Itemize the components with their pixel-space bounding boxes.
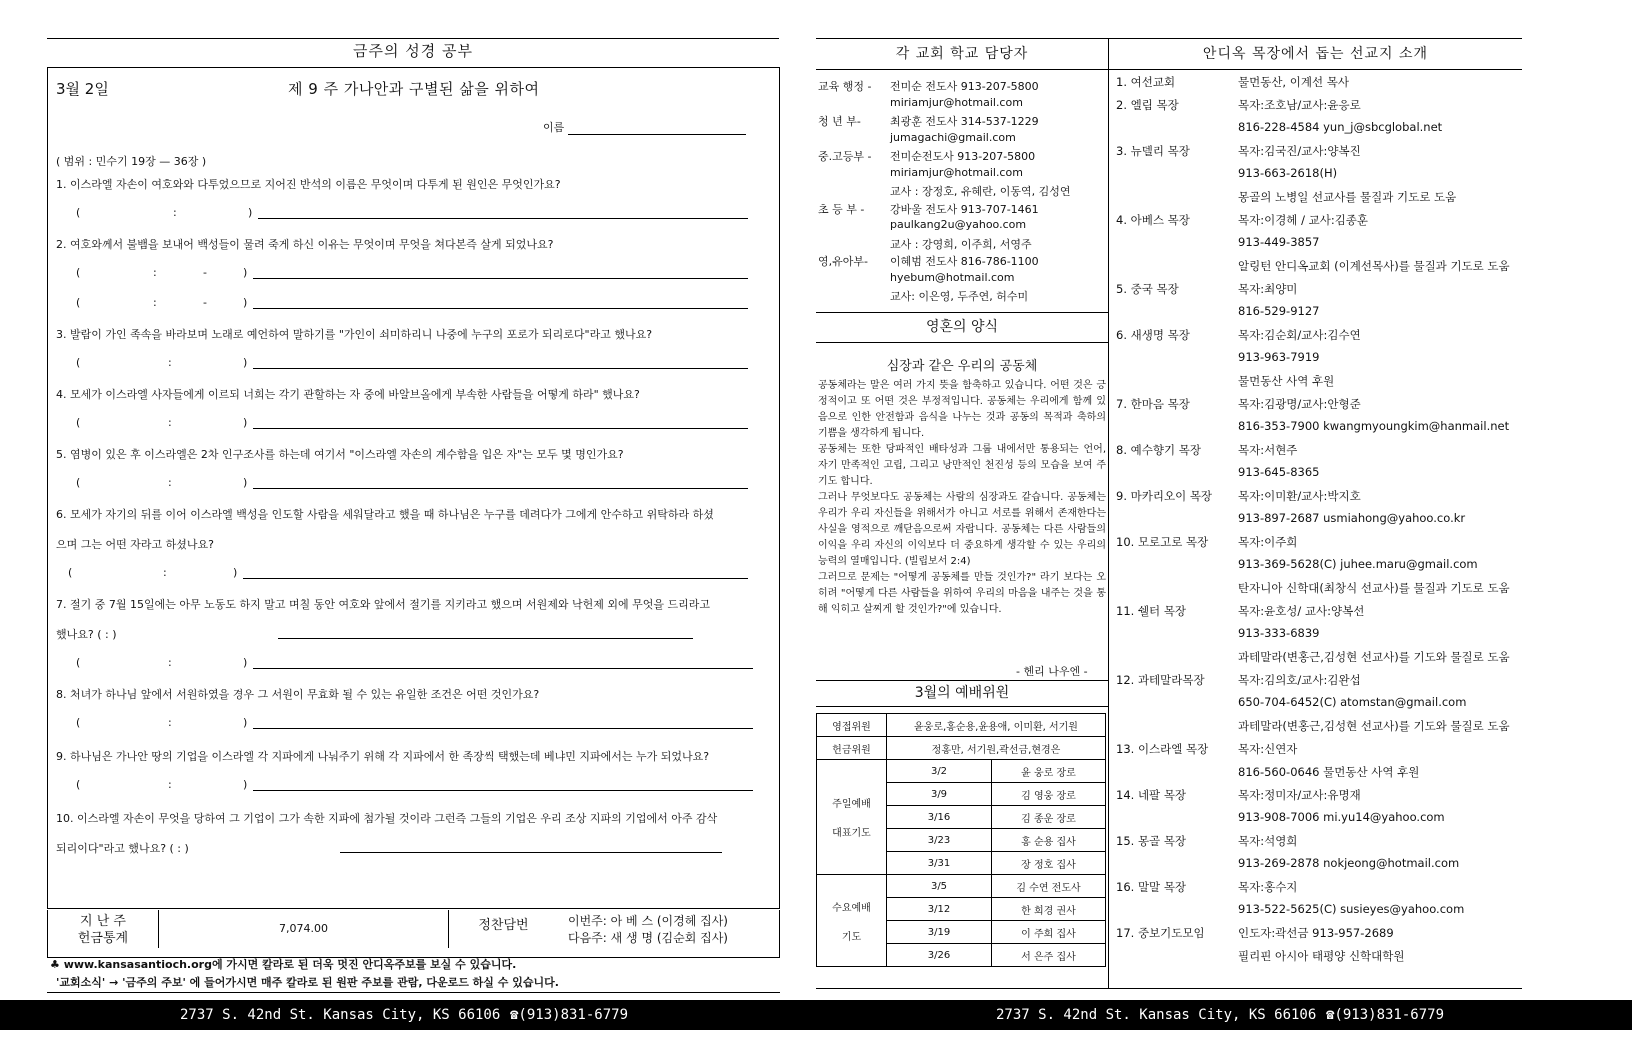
mission-detail: 목자:서현주 <box>1238 443 1298 457</box>
question-7: 7. 절기 중 7월 15일에는 아무 노동도 하지 말고 며칠 동안 여호와 앞에서 절기를 지키라고 했으며 서원제와 낙헌제 외에 무엇을 드리라고 <box>56 598 710 611</box>
prayer-date: 3/12 <box>887 898 992 921</box>
paren-open: ( <box>76 656 81 669</box>
paren-open: ( <box>76 476 81 489</box>
staff-text: 이혜범 전도사 816-786-1100 <box>890 255 1039 268</box>
bible-study-box <box>47 67 780 909</box>
mission-group: 17. 중보기도모임 <box>1116 926 1205 940</box>
mission-detail: 목자:김광명/교사:안형준 <box>1238 397 1361 411</box>
answer-rule <box>253 278 748 279</box>
mission-row <box>1116 166 1522 189</box>
paren-close: ) <box>248 206 253 219</box>
mission-detail: 816-560-0646 물먼동산 사역 후원 <box>1238 765 1420 779</box>
answer-rule <box>278 638 693 639</box>
mission-detail: 탄자니아 신학대(최창식 선교사)를 물질과 기도로 도움 <box>1238 581 1510 595</box>
mission-detail: 인도자:곽선금 913-957-2689 <box>1238 926 1394 940</box>
staff-dept: 영,유아부- <box>818 255 868 268</box>
church-phone: ☎(913)831-6779 <box>510 1007 629 1023</box>
right-page <box>816 0 1632 1056</box>
mission-row <box>1116 465 1522 488</box>
question-9: 9. 하나님은 가나안 땅의 기업을 이스라엘 각 지파에게 나눠주기 위해 각 지파에서 한 족장씩 택했는데 베냐민 지파에서는 누가 되었나요? <box>56 750 710 763</box>
column-divider <box>1108 38 1109 988</box>
name-blank[interactable] <box>568 123 746 135</box>
staff-text: 최광훈 전도사 314-537-1229 <box>890 115 1039 128</box>
missions-list <box>1116 74 1522 971</box>
colon: : <box>163 566 167 579</box>
mission-detail: 913-963-7919 <box>1238 350 1320 364</box>
staff-dept: 교육 행정 - <box>818 80 872 93</box>
question-5: 5. 염병이 있은 후 이스라엘은 2차 인구조사를 하는데 여기서 "이스라엘 자손의 계수함을 입은 자"는 모두 몇 명인가요? <box>56 448 624 461</box>
question-4: 4. 모세가 이스라엘 사자들에게 이르되 너희는 각기 관할하는 자 중에 바알브올에게 부속한 사람들을 어떻게 하라" 했나요? <box>56 388 640 401</box>
mission-row <box>1116 511 1522 534</box>
essay-paragraph: 그러므로 문제는 "어떻게 공동체를 만들 것인가?" 라기 보다는 오히려 "어떻게 다른 사람들을 위하여 우리의 마음을 내주는 것을 통해 익히고 살찌게 할 것인가?"에 있습니다. <box>818 572 1106 615</box>
answer-line[interactable] <box>340 840 730 854</box>
mission-detail: 650-704-6452(C) atomstan@gmail.com <box>1238 695 1467 709</box>
divider <box>816 342 1108 343</box>
paren-open: ( <box>76 416 81 429</box>
mission-detail: 913-663-2618(H) <box>1238 166 1338 180</box>
divider <box>816 312 1108 313</box>
mission-detail: 물먼동산 사역 후원 <box>1238 374 1335 388</box>
bible-study-header <box>47 38 779 66</box>
essay-body <box>818 378 1106 618</box>
prayer-date: 3/19 <box>887 921 992 944</box>
staff-row <box>818 113 1106 131</box>
mission-detail: 913-897-2687 usmiahong@yahoo.co.kr <box>1238 511 1466 525</box>
answer-line[interactable] <box>68 266 758 280</box>
mission-group: 1. 여선교회 <box>1116 75 1176 89</box>
mission-detail: 목자:김순회/교사:김수연 <box>1238 328 1361 342</box>
answer-rule <box>340 852 722 853</box>
mission-row <box>1116 488 1522 511</box>
mission-detail: 목자:신연자 <box>1238 742 1298 756</box>
colon: : <box>173 206 177 219</box>
paren-close: ) <box>243 716 248 729</box>
question-1: 1. 이스라엘 자손이 여호와와 다투었으므로 지어진 반석의 이름은 무엇이며 다투게 된 원인은 무엇인가요? <box>56 178 561 191</box>
wed-label-2: 기도 <box>841 931 862 943</box>
divider <box>816 706 1108 707</box>
website-instructions: '교회소식' → '금주의 주보' 에 들어가시면 매주 칼라로 된 원판 주보를 관람, 다운로드 하실 수 있습니다. <box>56 976 559 989</box>
staff-list <box>818 78 1106 306</box>
sunday-prayer-label <box>817 760 887 875</box>
staff-text: 교사: 이은영, 두주연, 허수미 <box>890 290 1029 303</box>
divider <box>47 992 780 993</box>
mission-group: 16. 말말 목장 <box>1116 880 1187 894</box>
colon: : <box>168 356 172 369</box>
prayer-name: 김 종운 장로 <box>992 806 1106 829</box>
mission-detail: 816-228-4584 yun_j@sbcglobal.net <box>1238 120 1443 134</box>
mission-detail: 알링턴 안디옥교회 (이계선목사)를 물질과 기도로 도움 <box>1238 259 1510 273</box>
mission-detail: 목자:최양미 <box>1238 282 1298 296</box>
mission-row <box>1116 350 1522 373</box>
paren-close: ) <box>243 266 248 279</box>
usher-label: 영접위원 <box>817 714 887 737</box>
table-row <box>817 875 1106 898</box>
mission-row <box>1116 787 1522 810</box>
mission-row <box>1116 626 1522 649</box>
mission-detail: 물먼동산, 이계선 목사 <box>1238 75 1349 89</box>
mission-group: 5. 중국 목장 <box>1116 282 1179 296</box>
mission-row <box>1116 396 1522 419</box>
table-row <box>817 760 1106 783</box>
wed-label-1: 수요예배 <box>832 902 871 914</box>
sunday-label-1: 주일예배 <box>832 799 871 810</box>
church-address: 2737 S. 42nd St. Kansas City, KS 66106 <box>996 1007 1317 1023</box>
this-week-host: 이번주: 아 베 스 (이경헤 집사) <box>568 914 728 928</box>
mission-row <box>1116 97 1522 120</box>
mission-row <box>1116 856 1522 879</box>
website-note: ♣ www.kansasantioch.org에 가시면 칼라로 된 더욱 멋진 안디옥주보를 보실 수 있습니다. <box>50 958 517 971</box>
staff-row <box>818 131 1106 149</box>
mission-row <box>1116 304 1522 327</box>
staff-email[interactable]: jumagachi@gmail.com <box>890 130 1016 144</box>
offering-label <box>48 910 158 948</box>
mission-detail: 목자:김국진/교사:양복진 <box>1238 144 1361 158</box>
mission-row <box>1116 603 1522 626</box>
prayer-date: 3/26 <box>887 944 992 967</box>
answer-rule <box>253 668 753 669</box>
answer-line[interactable] <box>68 476 758 490</box>
mission-group: 8. 예수향기 목장 <box>1116 443 1201 457</box>
dash: - <box>203 266 207 279</box>
staff-row <box>818 253 1106 271</box>
answer-rule <box>253 728 753 729</box>
question-8: 8. 처녀가 하나님 앞에서 서원하였을 경우 그 서원이 무효화 될 수 있는 유일한 조건은 어떤 것인가요? <box>56 688 540 701</box>
prayer-name: 한 희경 권사 <box>992 898 1106 921</box>
essay-paragraph: 공동체는 또한 당파적인 배타성과 그룹 내에서만 통용되는 언어, 자기 만족적인 고립, 그리고 낭만적인 천진성 등의 모습을 보여 주기도 합니다. <box>818 444 1106 487</box>
mission-row <box>1116 281 1522 304</box>
offering-stats <box>47 910 780 958</box>
prayer-name: 윤 웅로 장로 <box>992 760 1106 783</box>
colon: : <box>168 476 172 489</box>
mission-detail: 목자:이미환/교사:박지호 <box>1238 489 1361 503</box>
prayer-date: 3/2 <box>887 760 992 783</box>
paren-open: ( <box>76 778 81 791</box>
answer-line[interactable] <box>68 566 758 580</box>
next-week-host: 다음주: 새 생 명 (김순회 집사) <box>568 931 728 945</box>
answer-line[interactable] <box>68 716 758 730</box>
mission-detail: 913-645-8365 <box>1238 465 1320 479</box>
staff-email[interactable]: miriamjur@hotmail.com <box>890 95 1023 109</box>
mission-row <box>1116 258 1522 281</box>
staff-text: 전미순 전도사 913-207-5800 <box>890 80 1039 93</box>
paren-close: ) <box>243 476 248 489</box>
mission-detail: 목자:석영희 <box>1238 834 1298 848</box>
mission-detail: 과테말라(변홍근,김성현 선교사)를 기도와 물질로 도움 <box>1238 719 1510 733</box>
footer-bar <box>814 1000 1632 1030</box>
mission-row <box>1116 120 1522 143</box>
staff-row <box>818 236 1106 254</box>
mission-detail: 913-369-5628(C) juhee.maru@gmail.com <box>1238 557 1478 571</box>
mission-row <box>1116 764 1522 787</box>
prayer-date: 3/31 <box>887 852 992 875</box>
offering-committee-names: 정홍만, 서기원,곽선금,현경은 <box>887 737 1106 760</box>
answer-line[interactable] <box>68 356 758 370</box>
mission-detail: 816-353-7900 kwangmyoungkim@hanmail.net <box>1238 419 1510 433</box>
essay-section-header: 영혼의 양식 <box>925 319 999 335</box>
paren-open: ( <box>76 266 81 279</box>
paren-close: ) <box>243 778 248 791</box>
mission-group: 11. 쉘터 목장 <box>1116 604 1187 618</box>
mission-detail: 목자:홍수지 <box>1238 880 1298 894</box>
staff-dept: 초 등 부 - <box>818 202 865 216</box>
offering-committee-label: 헌금위원 <box>817 737 887 760</box>
answer-line[interactable] <box>278 626 698 640</box>
staff-row <box>818 148 1106 166</box>
staff-row <box>818 183 1106 201</box>
table-row <box>817 714 1106 737</box>
prayer-name: 김 수연 전도사 <box>992 875 1106 898</box>
mission-row <box>1116 925 1522 948</box>
paren-close: ) <box>243 296 248 309</box>
mission-row <box>1116 833 1522 856</box>
question-10-cont: 되리이다"라고 했나요? ( : ) <box>56 842 189 855</box>
mission-row <box>1116 879 1522 902</box>
essay-paragraph: 공동체라는 말은 여러 가지 뜻을 함축하고 있습니다. 어떤 것은 긍정적이고 또 어떤 것은 부정적입니다. 공동체는 우리에게 함께 있음으로 인한 안전함과 음식을 나누는 것과 공동의 목적과 축하의 기쁨을 생각하게 됩니다. <box>818 380 1106 439</box>
study-range: ( 범위 : 민수기 19장 — 36장 ) <box>56 155 207 168</box>
prayer-name: 서 은주 집사 <box>992 944 1106 967</box>
question-10: 10. 이스라엘 자손이 무엇을 당하여 그 기업이 그가 속한 지파에 첨가될 것이라 그런즉 그들의 기업은 우리 조상 지파의 기업에서 아주 감삭 <box>56 812 718 825</box>
colon: : <box>168 416 172 429</box>
colon: : <box>153 266 157 279</box>
mission-row <box>1116 143 1522 166</box>
prayer-name: 이 주희 집사 <box>992 921 1106 944</box>
mission-detail: 목자:이경헤 / 교사:김종훈 <box>1238 213 1369 227</box>
mission-row <box>1116 741 1522 764</box>
prayer-name: 김 영웅 장로 <box>992 783 1106 806</box>
mission-row <box>1116 74 1522 97</box>
mission-row <box>1116 948 1522 971</box>
offering-label-line2: 헌금통계 <box>77 931 129 946</box>
mission-row <box>1116 810 1522 833</box>
mission-detail: 필리핀 아시아 태평양 신학대학원 <box>1238 949 1405 963</box>
dash: - <box>203 296 207 309</box>
answer-rule <box>258 218 748 219</box>
table-row <box>817 737 1106 760</box>
prayer-date: 3/9 <box>887 783 992 806</box>
essay-paragraph: 그러나 무엇보다도 공동체는 사람의 심장과도 같습니다. 공동체는 우리가 우리 자신들을 위해서가 아니고 서로를 위해서 존재한다는 사실을 영적으로 깨닫음으로써 자랍니다. 공동체는 다른 사람들의 이익을 우리 자신의 이익보다 더 중요하게 생각할 수 있는 우리의 능력의 열매입니다. (빌립보서 2:4) <box>818 492 1106 567</box>
colon: : <box>168 656 172 669</box>
mission-row <box>1116 557 1522 580</box>
mission-row <box>1116 580 1522 603</box>
mission-detail: 목자:조호남/교사:윤응로 <box>1238 98 1361 112</box>
staff-email[interactable]: hyebum@hotmail.com <box>890 270 1015 284</box>
mission-group: 7. 한마음 목장 <box>1116 397 1190 411</box>
essay-title: 심장과 같은 우리의 공동체 <box>886 359 1038 374</box>
staff-dept: 청 년 부- <box>818 115 861 128</box>
prayer-date: 3/5 <box>887 875 992 898</box>
mission-row <box>1116 534 1522 557</box>
name-field-row <box>543 119 746 135</box>
mission-group: 2. 엘림 목장 <box>1116 98 1179 112</box>
answer-rule <box>253 488 748 489</box>
paren-close: ) <box>233 566 238 579</box>
mission-row <box>1116 902 1522 925</box>
mission-group: 12. 과테말라목장 <box>1116 673 1205 687</box>
mission-detail: 목자:윤호성/ 교사:양복선 <box>1238 604 1365 618</box>
prayer-name: 홍 순용 집사 <box>992 829 1106 852</box>
mission-row <box>1116 212 1522 235</box>
paren-close: ) <box>243 356 248 369</box>
worship-header: 3월의 예배위원 <box>914 685 1010 701</box>
answer-line[interactable] <box>68 778 758 792</box>
prayer-name: 장 정호 집사 <box>992 852 1106 875</box>
mission-detail: 913-333-6839 <box>1238 626 1320 640</box>
answer-line[interactable] <box>68 416 758 430</box>
staff-header: 각 교회 학교 담당자 <box>816 38 1108 70</box>
question-3: 3. 발람이 가인 족속을 바라보며 노래로 예언하여 말하기를 "가인이 쇠미하리니 나중에 누구의 포로가 되리로다"라고 했나요? <box>56 328 653 341</box>
bible-study-heading: 금주의 성경 공부 <box>353 42 473 60</box>
mission-detail: 816-529-9127 <box>1238 304 1320 318</box>
question-7-cont: 했나요? ( : ) <box>56 628 117 641</box>
mission-detail: 과테말라(변홍근,김성현 선교사)를 기도와 물질로 도움 <box>1238 650 1510 664</box>
answer-rule <box>253 308 748 309</box>
mission-row <box>1116 235 1522 258</box>
mission-group: 14. 네팔 목장 <box>1116 788 1187 802</box>
staff-row <box>818 218 1106 236</box>
offering-label-line1: 지 난 주 <box>80 914 126 929</box>
staff-email[interactable]: miriamjur@hotmail.com <box>890 165 1023 179</box>
staff-email[interactable]: paulkang2u@yahoo.com <box>890 218 1027 231</box>
mission-detail: 목자:정미자/교사:유명재 <box>1238 788 1361 802</box>
paren-open: ( <box>76 296 81 309</box>
staff-row <box>818 78 1106 96</box>
staff-text: 교사 : 강영희, 이주희, 서영주 <box>890 237 1032 251</box>
mission-detail: 몽골의 노병일 선교사를 물질과 기도로 도움 <box>1238 190 1457 204</box>
mission-row <box>1116 442 1522 465</box>
study-date: 3월 2일 <box>56 80 109 98</box>
mission-row <box>1116 695 1522 718</box>
staff-row <box>818 166 1106 184</box>
wednesday-prayer-label <box>817 875 887 967</box>
staff-row <box>818 201 1106 219</box>
mission-row <box>1116 718 1522 741</box>
sunday-label-2: 대표기도 <box>832 828 871 839</box>
mission-row <box>1116 672 1522 695</box>
answer-line[interactable] <box>68 656 758 670</box>
mission-row <box>1116 373 1522 396</box>
essay-author: - 헨리 나우엔 - <box>1016 665 1088 678</box>
mission-group: 13. 이스라엘 목장 <box>1116 742 1209 756</box>
mission-detail: 목자:이주희 <box>1238 535 1298 549</box>
missions-header: 안디옥 목장에서 돕는 선교지 소개 <box>1108 38 1522 70</box>
divider <box>816 988 1522 989</box>
paren-open: ( <box>68 566 73 579</box>
mission-detail: 913-269-2878 nokjeong@hotmail.com <box>1238 856 1460 870</box>
question-6: 6. 모세가 자기의 뒤를 이어 이스라엘 백성을 인도할 사람을 세워달라고 했을 때 하나님은 누구를 데려다가 그에게 안수하고 위탁하라 하셨 <box>56 508 714 521</box>
church-address: 2737 S. 42nd St. Kansas City, KS 66106 <box>180 1007 501 1023</box>
mission-group: 15. 몽골 목장 <box>1116 834 1187 848</box>
paren-open: ( <box>76 716 81 729</box>
offering-amount: 7,074.00 <box>158 910 448 948</box>
mission-detail: 913-449-3857 <box>1238 235 1320 249</box>
mission-group: 4. 아베스 목장 <box>1116 213 1190 227</box>
question-6-cont: 으며 그는 어떤 자라고 하셨나요? <box>56 538 214 551</box>
staff-row <box>818 96 1106 114</box>
name-label: 이름 <box>543 121 565 134</box>
colon: : <box>153 296 157 309</box>
mission-detail: 913-522-5625(C) susieyes@yahoo.com <box>1238 902 1465 916</box>
paren-close: ) <box>243 656 248 669</box>
usher-names: 윤웅로,홍순용,윤용애, 이미환, 서기원 <box>887 714 1106 737</box>
paren-open: ( <box>76 206 81 219</box>
colon: : <box>168 716 172 729</box>
answer-rule <box>243 578 748 579</box>
mission-row <box>1116 189 1522 212</box>
mission-row <box>1116 419 1522 442</box>
staff-text: 전미순전도사 913-207-5800 <box>890 150 1036 163</box>
mission-group: 6. 새생명 목장 <box>1116 328 1190 342</box>
anthem-host <box>568 910 778 948</box>
staff-row <box>818 288 1106 306</box>
paren-open: ( <box>76 356 81 369</box>
divider <box>816 680 1108 681</box>
answer-line[interactable] <box>68 206 758 220</box>
mission-row <box>1116 649 1522 672</box>
anthem-label: 정찬담번 <box>448 910 558 948</box>
prayer-date: 3/23 <box>887 829 992 852</box>
answer-rule <box>253 790 753 791</box>
colon: : <box>168 778 172 791</box>
staff-text: 교사 : 장정호, 유혜란, 이동역, 김성연 <box>890 185 1071 198</box>
mission-group: 9. 마카리오이 목장 <box>1116 489 1213 503</box>
mission-row <box>1116 327 1522 350</box>
footer-bar <box>0 1000 816 1030</box>
mission-detail: 913-908-7006 mi.yu14@yahoo.com <box>1238 810 1445 824</box>
staff-row <box>818 271 1106 289</box>
answer-rule <box>253 428 748 429</box>
mission-detail: 목자:김의호/교사:김완섭 <box>1238 673 1361 687</box>
lesson-title: 제 9 주 가나안과 구별된 삶을 위하여 <box>288 80 540 98</box>
mission-group: 3. 뉴델리 목장 <box>1116 144 1190 158</box>
answer-rule <box>253 368 748 369</box>
answer-line[interactable] <box>68 296 758 310</box>
church-phone: ☎(913)831-6779 <box>1326 1007 1445 1023</box>
paren-close: ) <box>243 416 248 429</box>
question-2: 2. 여호와께서 불뱀을 보내어 백성들이 물려 죽게 하신 이유는 무엇이며 무엇을 쳐다본즉 살게 되었나요? <box>56 238 554 251</box>
staff-text: 강바울 전도사 913-707-1461 <box>890 202 1039 216</box>
prayer-date: 3/16 <box>887 806 992 829</box>
mission-group: 10. 모로고로 목장 <box>1116 535 1209 549</box>
staff-dept: 중.고등부 - <box>818 150 872 163</box>
worship-table <box>816 713 1106 967</box>
